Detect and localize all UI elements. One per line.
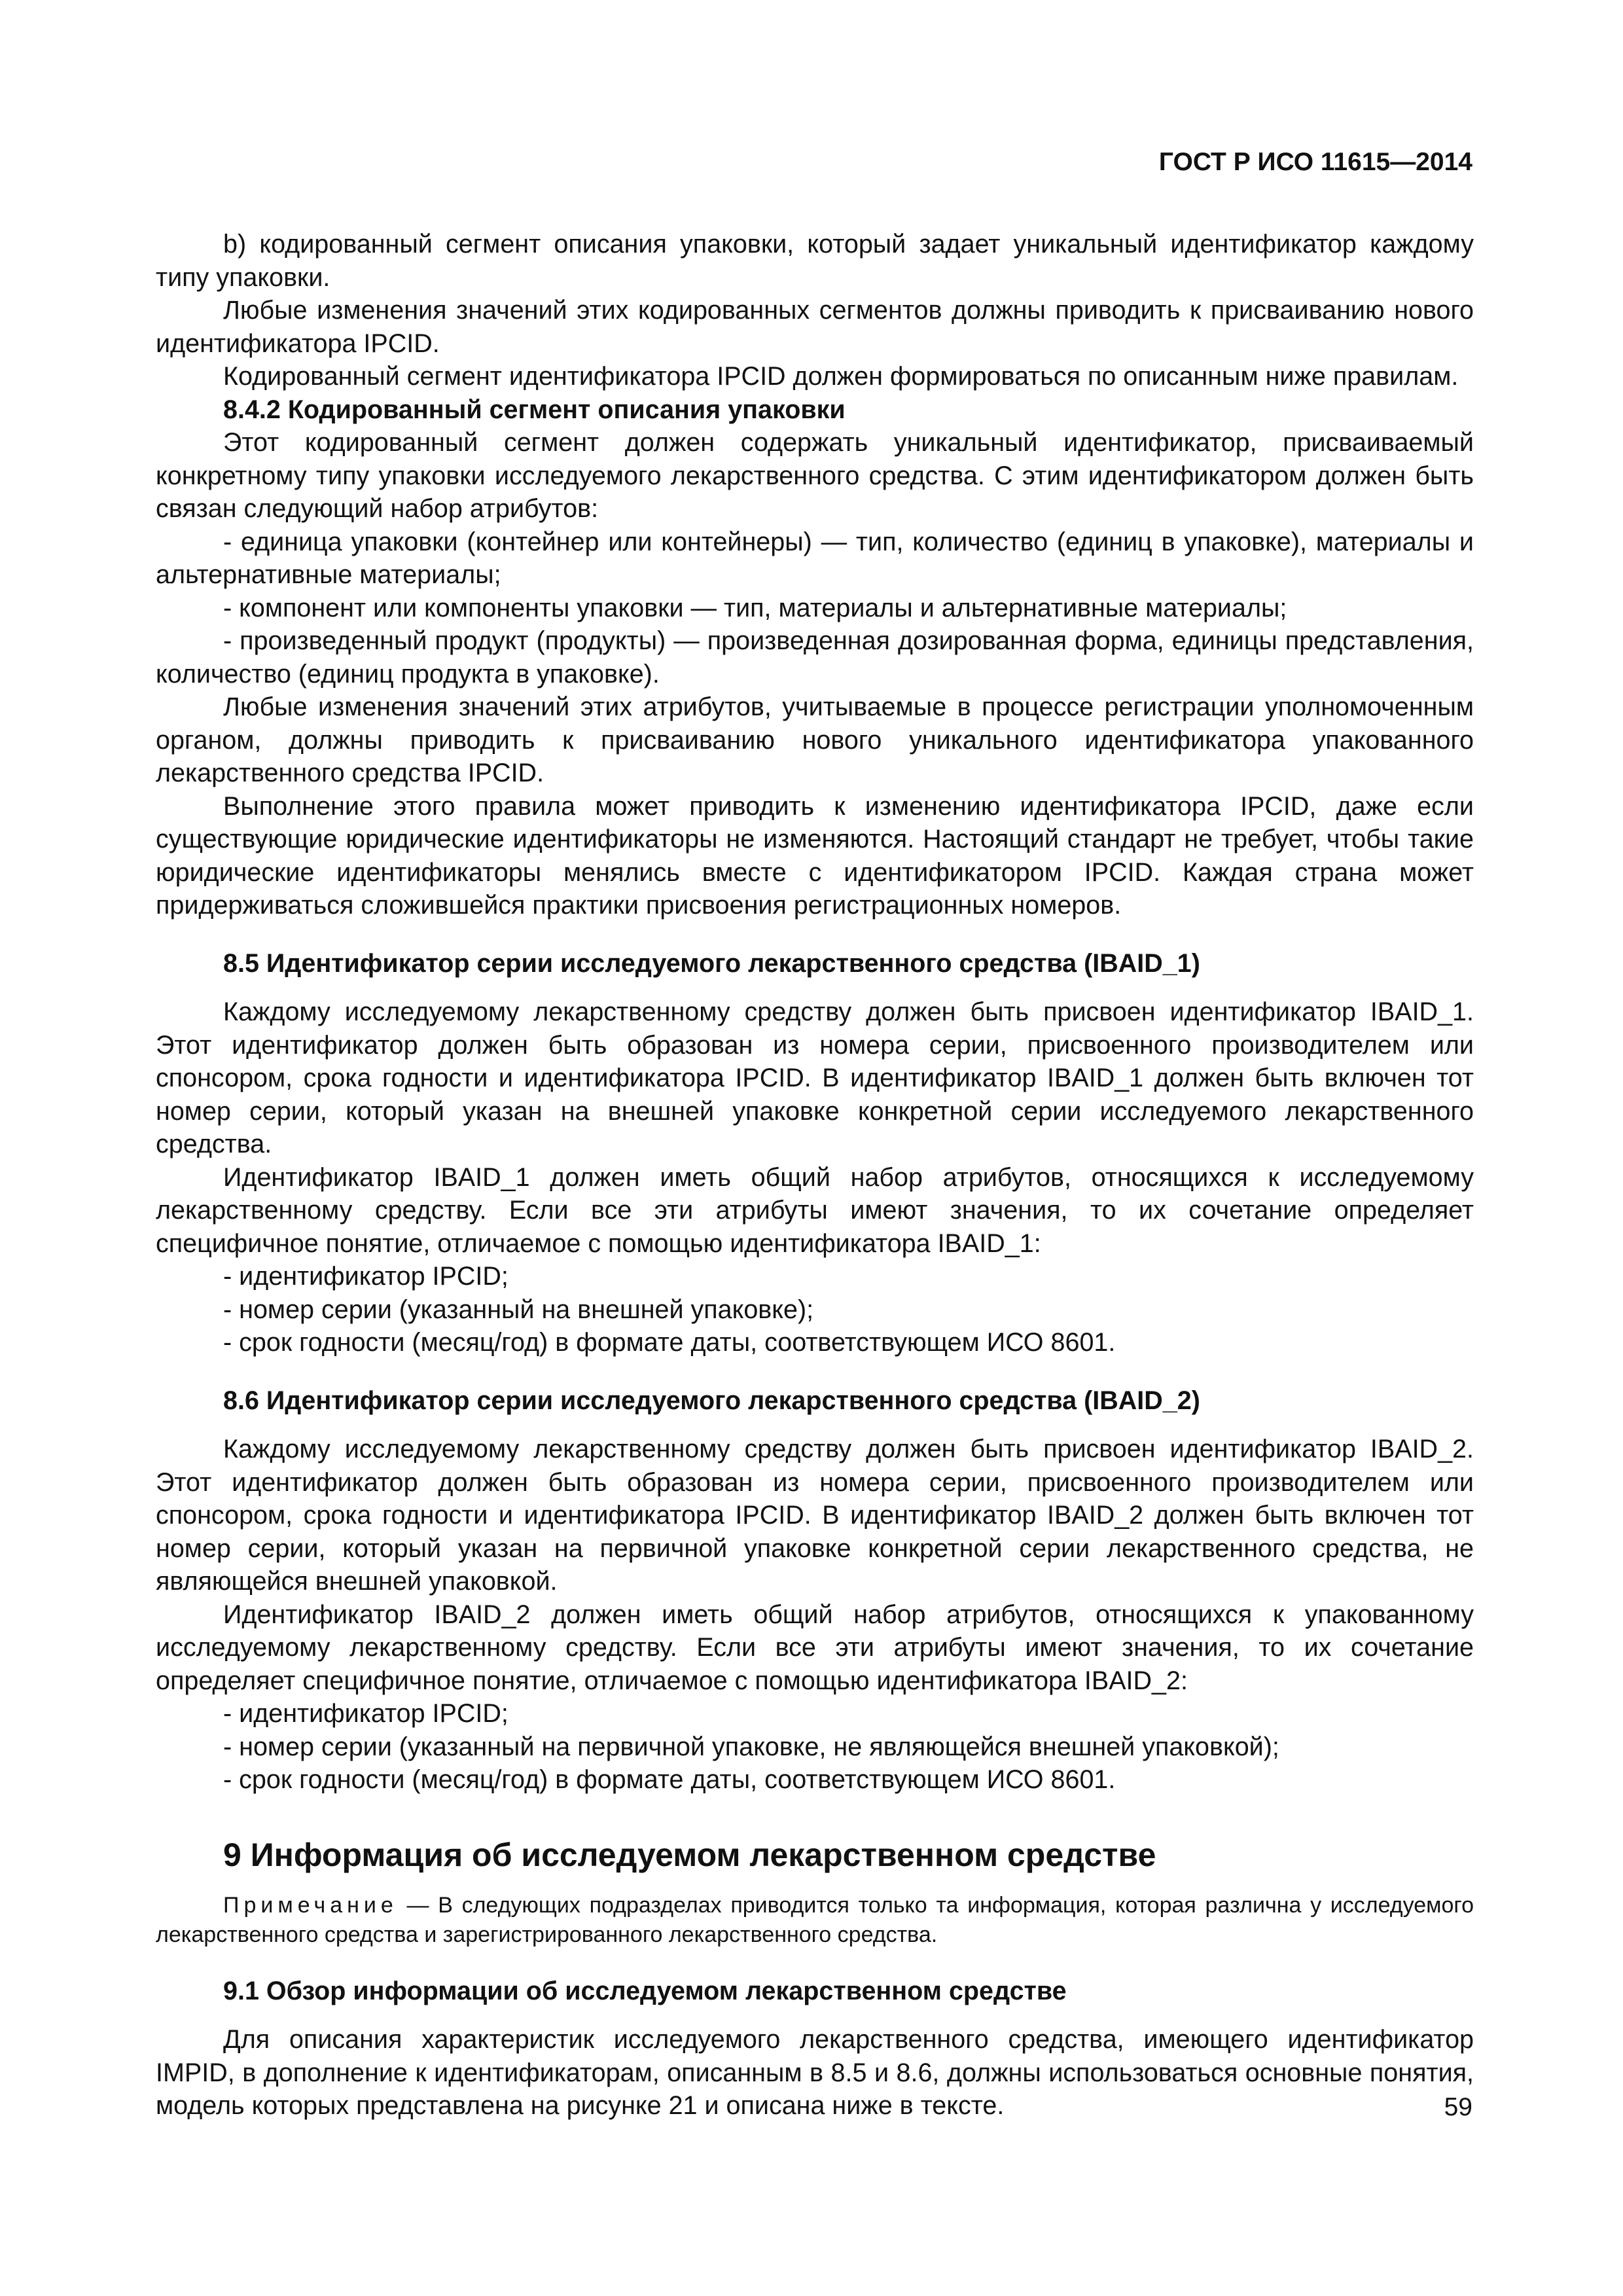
section-heading-8-4-2: 8.4.2 Кодированный сегмент описания упаковки: [223, 395, 846, 424]
paragraph: Любые изменения значений этих атрибутов, учитываемые в процессе регистрации уполномоченным органом, должны приводить к присваиванию нового уникального идентификатора упакованного лекарственного средства IPCID.: [156, 692, 1474, 787]
list-item: - срок годности (месяц/год) в формате даты, соответствующем ИСО 8601.: [223, 1328, 1116, 1357]
list-item: - произведенный продукт (продукты) — произведенная дозированная форма, единицы представления, количество (единиц продукта в упаковке).: [156, 626, 1474, 689]
section-heading-9-1: 9.1 Обзор информации об исследуемом лекарственном средстве: [223, 1976, 1067, 2005]
note-paragraph: [156, 1891, 1474, 1950]
list-item: - номер серии (указанный на первичной упаковке, не являющейся внешней упаковкой);: [223, 1732, 1279, 1761]
paragraph: Для описания характеристик исследуемого лекарственного средства, имеющего идентификатор IMPID, в дополнение к идентификаторам, описанным в 8.5 и 8.6, должны использоваться основные понятия, модель которых представлена на рисунке 21 и описана ниже в тексте.: [156, 2025, 1474, 2120]
list-item: - единица упаковки (контейнер или контейнеры) — тип, количество (единиц в упаковке), материалы и альтернативные материалы;: [156, 527, 1474, 589]
section-heading-8-6: 8.6 Идентификатор серии исследуемого лекарственного средства (IBAID_2): [223, 1386, 1200, 1415]
paragraph: Каждому исследуемому лекарственному средству должен быть присвоен идентификатор IBAID_2. Этот идентификатор должен быть образован из номера серии, присвоенного производителем или спонсором, срока годности и идентификатора IPCID. В идентификатор IBAID_2 должен быть включен тот номер серии, который указан на первичной упаковке конкретной серии лекарственного средства, не являющейся внешней упаковкой.: [156, 1435, 1474, 1596]
list-item: - номер серии (указанный на внешней упаковке);: [223, 1295, 814, 1324]
page-number: 59: [1444, 2093, 1472, 2121]
list-item: - идентификатор IPCID;: [223, 1262, 508, 1291]
paragraph: Идентификатор IBAID_2 должен иметь общий набор атрибутов, относящихся к упакованному исследуемому лекарственному средству. Если все эти атрибуты имеют значения, то их сочетание определяет специфичное понятие, отличаемое с помощью идентификатора IBAID_2:: [156, 1600, 1474, 1695]
paragraph: Кодированный сегмент идентификатора IPCID должен формироваться по описанным ниже правилам.: [223, 362, 1459, 391]
note-label: Примечание: [223, 1892, 398, 1918]
paragraph: Идентификатор IBAID_1 должен иметь общий набор атрибутов, относящихся к исследуемому лекарственному средству. Если все эти атрибуты имеют значения, то их сочетание определяет специфичное понятие, отличаемое с помощью идентификатора IBAID_1:: [156, 1162, 1474, 1258]
note-text: — В следующих подразделах приводится только та информация, которая различна у исследуемого лекарственного средства и зарегистрированного лекарственного средства.: [156, 1892, 1474, 1947]
page-body: [156, 228, 1474, 2123]
chapter-heading-9: 9 Информация об исследуемом лекарственном средстве: [223, 1836, 1156, 1873]
standard-code-header: ГОСТ Р ИСО 11615—2014: [1158, 148, 1472, 176]
paragraph: Каждому исследуемому лекарственному средству должен быть присвоен идентификатор IBAID_1. Этот идентификатор должен быть образован из номера серии, присвоенного производителем или спонсором, срока годности и идентификатора IPCID. В идентификатор IBAID_1 должен быть включен тот номер серии, который указан на внешней упаковке конкретной серии исследуемого лекарственного средства.: [156, 997, 1474, 1158]
list-item: - идентификатор IPCID;: [223, 1699, 508, 1728]
paragraph: Выполнение этого правила может приводить к изменению идентификатора IPCID, даже если существующие юридические идентификаторы не изменяются. Настоящий стандарт не требует, чтобы такие юридические идентификаторы менялись вместе с идентификатором IPCID. Каждая страна может придерживаться сложившейся практики присвоения регистрационных номеров.: [156, 791, 1474, 920]
paragraph: b) кодированный сегмент описания упаковки, который задает уникальный идентификатор каждому типу упаковки.: [156, 230, 1474, 292]
list-item: - срок годности (месяц/год) в формате даты, соответствующем ИСО 8601.: [223, 1765, 1116, 1794]
section-heading-8-5: 8.5 Идентификатор серии исследуемого лекарственного средства (IBAID_1): [223, 948, 1200, 978]
paragraph: Этот кодированный сегмент должен содержать уникальный идентификатор, присваиваемый конкретному типу упаковки исследуемого лекарственного средства. С этим идентификатором должен быть связан следующий набор атрибутов:: [156, 428, 1474, 523]
paragraph: Любые изменения значений этих кодированных сегментов должны приводить к присваиванию нового идентификатора IPCID.: [156, 296, 1474, 358]
list-item: - компонент или компоненты упаковки — тип, материалы и альтернативные материалы;: [223, 593, 1287, 622]
